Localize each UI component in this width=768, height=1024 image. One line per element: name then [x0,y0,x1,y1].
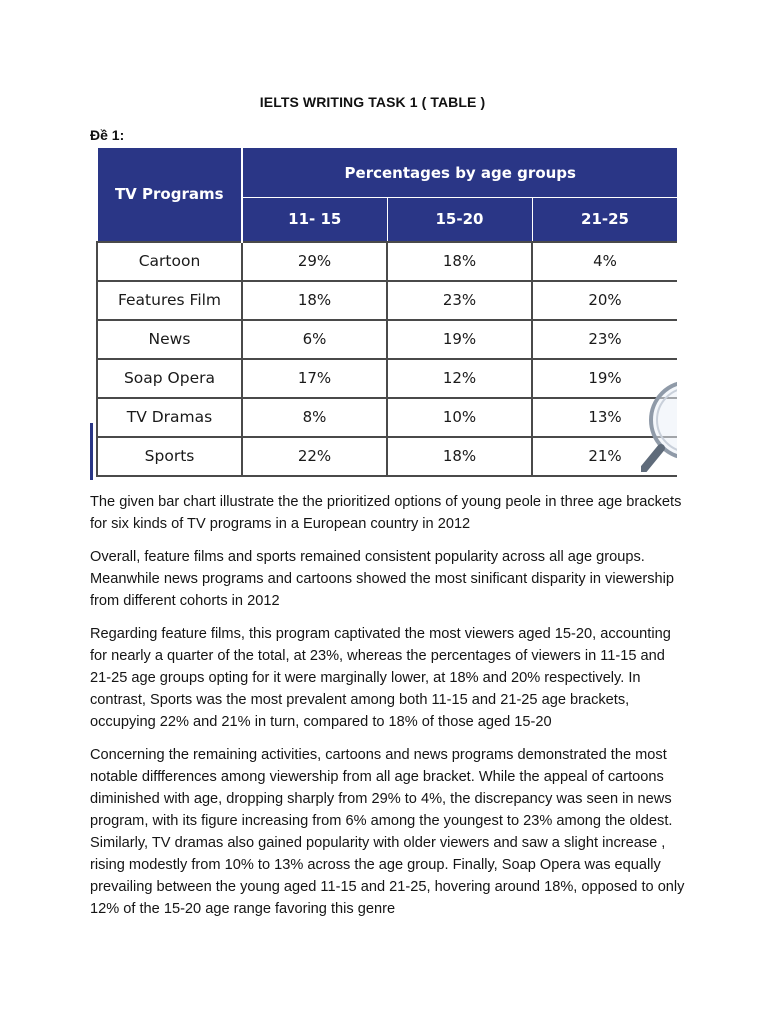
table-cell: 10% [387,398,532,437]
table-row [97,437,677,476]
age-group-header: 21-25 [532,198,677,242]
essay-body [90,491,690,931]
program-name: News [97,320,242,359]
program-name: Sports [97,437,242,476]
table-cell: 18% [387,437,532,476]
table-cell: 29% [242,242,387,281]
table-row [97,320,677,359]
program-name: TV Dramas [97,398,242,437]
table-row [97,281,677,320]
essay-paragraph: The given bar chart illustrate the the prioritized options of young peole in three age brackets for six kinds of TV programs in a European country in 2012 [90,494,682,532]
program-name: Soap Opera [97,359,242,398]
program-name: Cartoon [97,242,242,281]
table-cell: 4% [532,242,677,281]
table-cell: 17% [242,359,387,398]
age-group-header: 11- 15 [242,198,387,242]
essay-paragraph: Overall, feature films and sports remained consistent popularity across all age groups. Meanwhile news programs and cartoons showed the most sinificant disparity in viewership from different cohorts in 2012 [90,549,675,609]
table-cell: 18% [387,242,532,281]
essay-paragraph: Concerning the remaining activities, cartoons and news programs demonstrated the most notable diffferences among viewership from all age bracket. While the appeal of cartoons diminished with age, dropping sharply from 29% to 4%, the discrepancy was seen in news program, with its figure increasing from 6% among the youngest to 23% among the oldest. Similarly, TV dramas also gained popularity with older viewers and saw a slight increase , rising modestly from 10% to 13% across the age group. Finally, Soap Opera was equally prevailing between the young aged 11-15 and 21-25, hovering around 18%, opposed to only 12% of the 15-20 age range favoring this genre [90,747,685,917]
table-cell: 18% [242,281,387,320]
age-group-header: 15-20 [387,198,532,242]
table-header-row [97,148,677,198]
essay-paragraph: Regarding feature films, this program captivated the most viewers aged 15-20, accounting for nearly a quarter of the total, at 23%, whereas the percentages of viewers in 11-15 and 21-25 age groups opting for it were marginally lower, at 18% and 20% respectively. In contrast, Sports was the most prevalent among both 11-15 and 21-25 age brackets, occupying 22% and 21% in turn, compared to 18% of those aged 15-20 [90,626,671,730]
section-label: Đề 1: [90,127,125,143]
table-cell: 23% [532,320,677,359]
table-cell: 22% [242,437,387,476]
corner-header: TV Programs [97,148,242,242]
decorative-side-bar [90,423,93,480]
table-cell: 19% [387,320,532,359]
program-name: Features Film [97,281,242,320]
table-cell: 21% [532,437,677,476]
document-title: IELTS WRITING TASK 1 ( TABLE ) [259,94,486,110]
table-cell: 19% [532,359,677,398]
table-row [97,359,677,398]
table-cell: 20% [532,281,677,320]
table-row [97,398,677,437]
group-header: Percentages by age groups [242,148,677,198]
table-cell: 13% [532,398,677,437]
table-cell: 23% [387,281,532,320]
table-cell: 6% [242,320,387,359]
table-cell: 12% [387,359,532,398]
table-cell: 8% [242,398,387,437]
tv-programs-table [96,147,677,477]
tv-programs-table-image [96,147,677,480]
table-row [97,242,677,281]
